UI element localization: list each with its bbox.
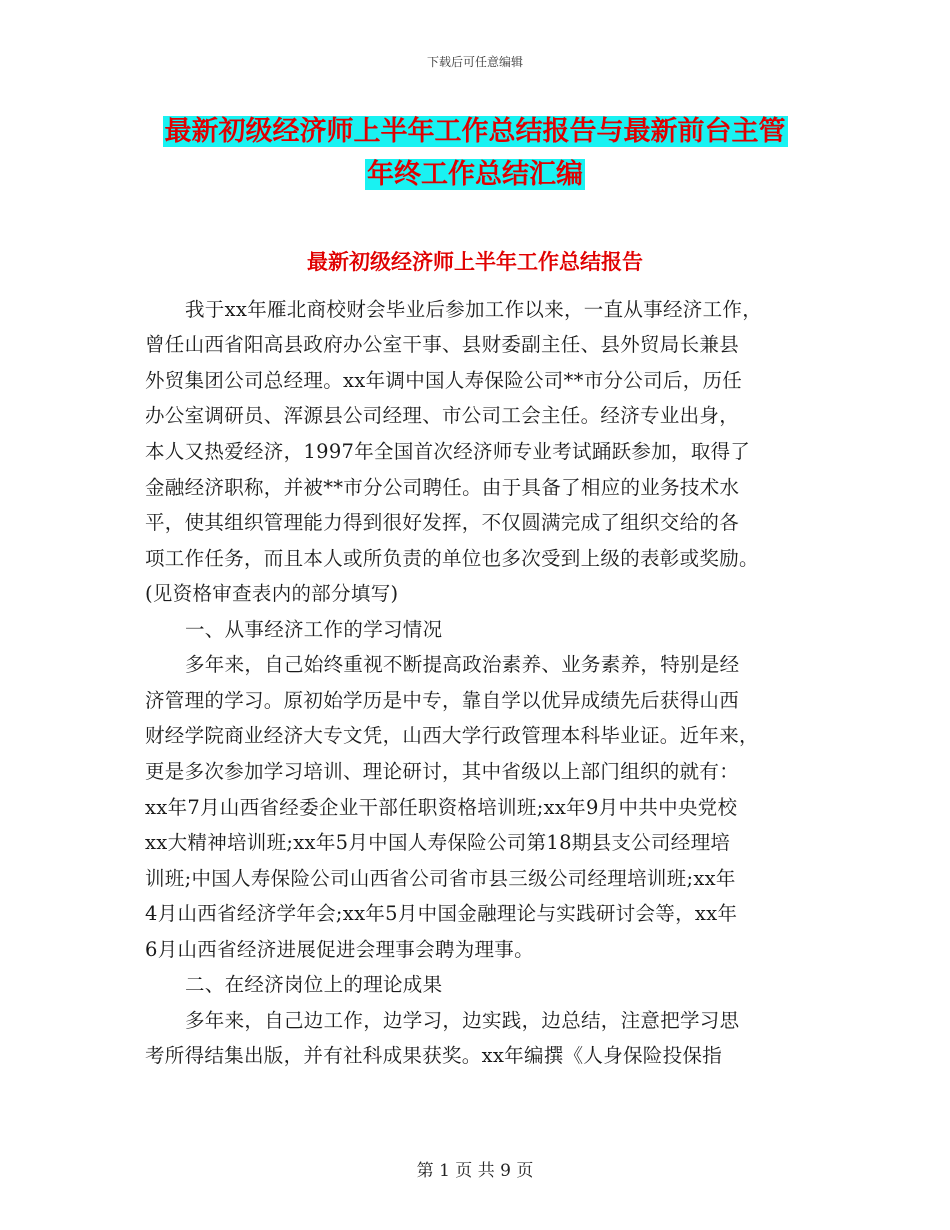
section-heading: 一、从事经济工作的学习情况 — [185, 618, 443, 641]
title-text-1: 最新初级经济师上半年工作总结报告与最新前台主管 — [164, 116, 786, 147]
body-line: xx年7月山西省经委企业干部任职资格培训班;xx年9月中共中央党校 — [145, 796, 738, 819]
body-line: 济管理的学习。原初始学历是中专，靠自学以优异成绩先后获得山西 — [145, 689, 740, 712]
body-line: 多年来，自己边工作，边学习，边实践，边总结，注意把学习思 — [185, 1009, 740, 1032]
body-line: (见资格审查表内的部分填写) — [145, 582, 399, 605]
section-heading: 二、在经济岗位上的理论成果 — [185, 973, 443, 996]
body-line: 考所得结集出版，并有社科成果获奖。xx年编撰《人身保险投保指 — [145, 1044, 722, 1067]
body-line: 曾任山西省阳高县政府办公室干事、县财委副主任、县外贸局长兼县 — [145, 333, 740, 356]
header-note: 下载后可任意编辑 — [426, 55, 523, 69]
title-text-2: 年终工作总结汇编 — [367, 159, 583, 190]
body-line: 项工作任务，而且本人或所负责的单位也多次受到上级的表彰或奖励。 — [145, 547, 759, 570]
page-footer: 第 1 页 共 9 页 — [416, 1161, 534, 1181]
body-line: 平，使其组织管理能力得到很好发挥，不仅圆满完成了组织交给的各 — [145, 511, 740, 534]
body-line: 多年来，自己始终重视不断提高政治素养、业务素养，特别是经 — [185, 653, 740, 676]
body-line: 金融经济职称，并被**市分公司聘任。由于具备了相应的业务技术水 — [145, 476, 740, 499]
body-line: 更是多次参加学习培训、理论研讨，其中省级以上部门组织的就有： — [145, 760, 740, 783]
body-line: xx大精神培训班;xx年5月中国人寿保险公司第18期县支公司经理培 — [145, 831, 731, 854]
body-line: 训班;中国人寿保险公司山西省公司省市县三级公司经理培训班;xx年 — [145, 867, 736, 890]
body-line: 6月山西省经济进展促进会理事会聘为理事。 — [145, 938, 534, 961]
body-line: 本人又热爱经济，1997年全国首次经济师专业考试踊跃参加，取得了 — [145, 440, 751, 463]
document-title-line-2 — [0, 155, 950, 195]
body-line: 我于xx年雁北商校财会毕业后参加工作以来，一直从事经济工作， — [185, 298, 762, 321]
section-title: 最新初级经济师上半年工作总结报告 — [307, 250, 643, 274]
document-title-line-1 — [0, 112, 950, 152]
body-line: 办公室调研员、浑源县公司经理、市公司工会主任。经济专业出身， — [145, 404, 740, 427]
body-line: 财经学院商业经济大专文凭，山西大学行政管理本科毕业证。近年来， — [145, 724, 759, 747]
body-line: 外贸集团公司总经理。xx年调中国人寿保险公司**市分公司后，历任 — [145, 369, 743, 392]
body-line: 4月山西省经济学年会;xx年5月中国金融理论与实践研讨会等，xx年 — [145, 902, 738, 925]
